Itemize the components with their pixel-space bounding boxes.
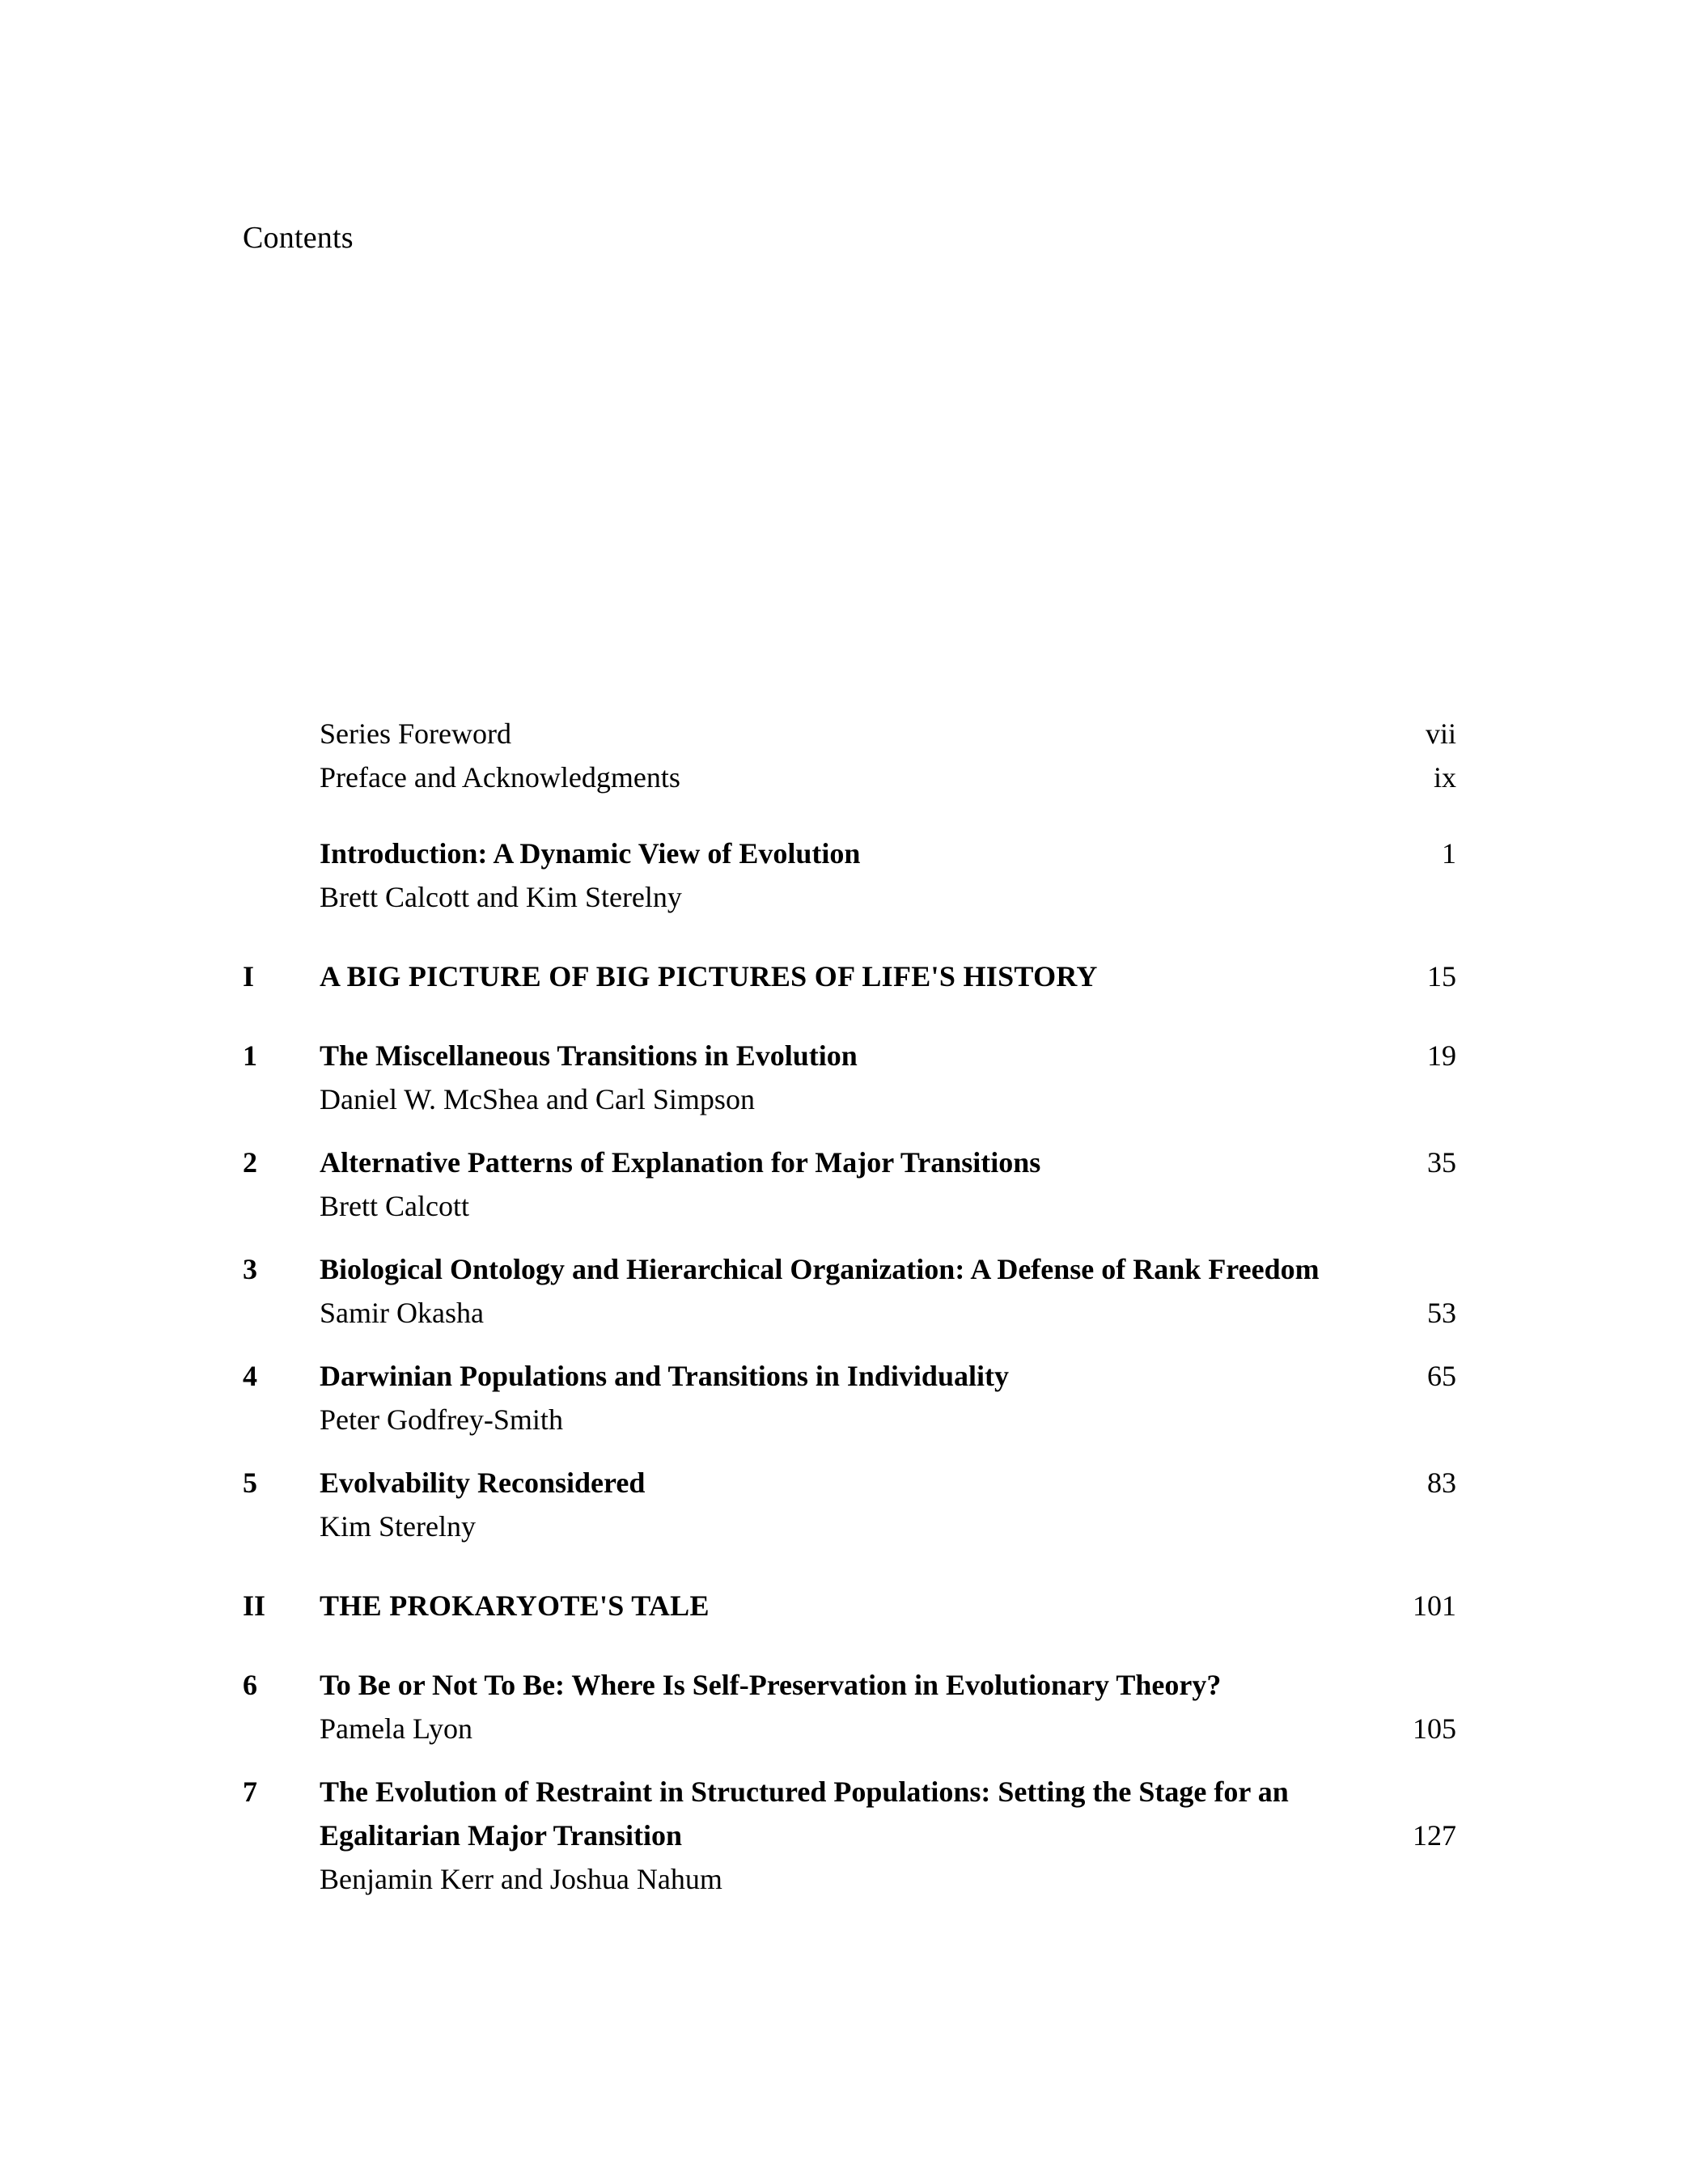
part-page: 101 [1413, 1589, 1456, 1622]
chapter-authors: Pamela Lyon [320, 1712, 472, 1745]
chapter-number: 5 [243, 1467, 257, 1499]
chapter-title: The Miscellaneous Transitions in Evolution [320, 1039, 858, 1072]
toc-chapter-6[interactable] [243, 1663, 1456, 1750]
toc-chapter-3[interactable] [243, 1247, 1456, 1335]
toc-part-2[interactable] [243, 1584, 1456, 1627]
toc-chapter-7[interactable] [243, 1770, 1456, 1901]
chapter-page: 83 [1427, 1467, 1456, 1499]
chapter-authors: Daniel W. McShea and Carl Simpson [320, 1083, 755, 1115]
toc-entry-introduction[interactable] [243, 832, 1456, 919]
chapter-page: 35 [1427, 1146, 1456, 1179]
toc-chapter-4[interactable] [243, 1354, 1456, 1441]
part-body [320, 954, 1359, 998]
toc-chapter-2[interactable] [243, 1141, 1456, 1228]
chapter-body [320, 1770, 1359, 1901]
chapter-body [320, 1247, 1359, 1335]
chapter-page: 105 [1413, 1712, 1456, 1745]
chapter-number: 1 [243, 1039, 257, 1072]
chapter-title: Evolvability Reconsidered [320, 1467, 646, 1499]
entry-body [320, 712, 1359, 756]
chapter-title: To Be or Not To Be: Where Is Self-Preservation in Evolutionary Theory? [320, 1669, 1222, 1701]
chapter-page: 19 [1427, 1039, 1456, 1072]
chapter-number: 4 [243, 1360, 257, 1392]
chapter-page: 53 [1427, 1297, 1456, 1329]
entry-title: Introduction: A Dynamic View of Evolution [320, 837, 861, 870]
chapter-authors: Kim Sterelny [320, 1510, 476, 1543]
chapter-body [320, 1461, 1359, 1548]
entry-authors: Brett Calcott and Kim Sterelny [320, 881, 682, 913]
entry-page: vii [1425, 717, 1456, 750]
spacer [243, 1441, 1456, 1461]
chapter-body [320, 1354, 1359, 1441]
chapter-title: Darwinian Populations and Transitions in Individuality [320, 1360, 1009, 1392]
chapter-body [320, 1034, 1359, 1121]
chapter-title: Alternative Patterns of Explanation for Major Transitions [320, 1146, 1041, 1179]
chapter-number: 3 [243, 1253, 257, 1285]
part-title: A BIG PICTURE OF BIG PICTURES OF LIFE'S HISTORY [320, 960, 1098, 993]
chapter-number: 2 [243, 1146, 257, 1179]
chapter-number: 7 [243, 1776, 257, 1808]
spacer [243, 1750, 1456, 1770]
entry-page: 1 [1442, 837, 1456, 870]
chapter-title: Biological Ontology and Hierarchical Organization: A Defense of Rank Freedom [320, 1253, 1320, 1285]
entry-number [243, 832, 320, 919]
spacer [243, 1627, 1456, 1663]
chapter-title: The Evolution of Restraint in Structured Populations: Setting the Stage for an Egalitarian Major Transition [320, 1776, 1289, 1852]
chapter-body [320, 1663, 1359, 1750]
toc-chapter-1[interactable] [243, 1034, 1456, 1121]
entry-title: Preface and Acknowledgments [320, 761, 680, 794]
entry-body [320, 756, 1359, 799]
toc-entry-front-matter-1[interactable] [243, 756, 1456, 799]
chapter-page: 127 [1413, 1819, 1456, 1852]
spacer [243, 1548, 1456, 1584]
table-of-contents [243, 712, 1456, 1901]
part-number: I [243, 960, 255, 993]
entry-number [243, 712, 320, 756]
running-head: Contents [243, 221, 354, 255]
spacer [243, 998, 1456, 1034]
spacer [243, 1121, 1456, 1141]
chapter-page: 65 [1427, 1360, 1456, 1392]
chapter-number: 6 [243, 1669, 257, 1701]
chapter-authors: Brett Calcott [320, 1190, 469, 1222]
spacer [243, 1335, 1456, 1354]
part-page: 15 [1427, 960, 1456, 993]
part-body [320, 1584, 1359, 1627]
toc-part-1[interactable] [243, 954, 1456, 998]
entry-page: ix [1433, 761, 1456, 794]
chapter-authors: Peter Godfrey-Smith [320, 1403, 563, 1436]
entry-body [320, 832, 1359, 919]
toc-chapter-5[interactable] [243, 1461, 1456, 1548]
entry-number [243, 756, 320, 799]
spacer [243, 799, 1456, 832]
entry-title: Series Foreword [320, 717, 511, 750]
part-title: THE PROKARYOTE'S TALE [320, 1589, 710, 1622]
spacer [243, 919, 1456, 954]
chapter-authors: Samir Okasha [320, 1297, 484, 1329]
part-number: II [243, 1589, 266, 1622]
chapter-body [320, 1141, 1359, 1228]
chapter-authors: Benjamin Kerr and Joshua Nahum [320, 1863, 722, 1895]
spacer [243, 1228, 1456, 1247]
toc-entry-front-matter-0[interactable] [243, 712, 1456, 756]
